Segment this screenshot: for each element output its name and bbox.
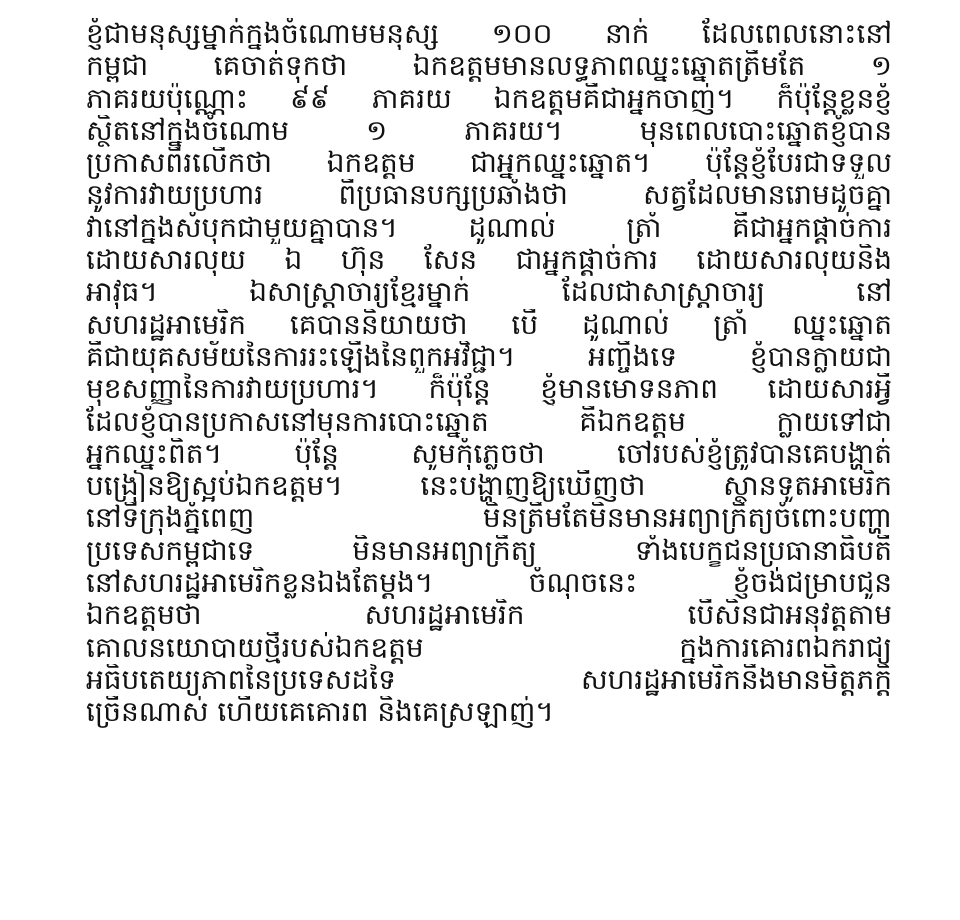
text-line-7: វានៅក្នុងសំបុកជាមួយគ្នាបាន។ ដូណាល់ ត្រាំ គឺជាអ្នកផ្តាច់ការ <box>86 211 892 244</box>
text-line-10: សហរដ្ឋអាមេរិក គេបាននិយាយថា បើ ដូណាល់ ត្រាំ ឈ្នះឆ្នោត <box>86 308 892 341</box>
text-line-5: ប្រកាសពីរលើកថា ឯកឧត្តម ជាអ្នកឈ្នះឆ្នោត។ ប៉ុន្តែខ្ញុំបែរជាទទួល <box>86 147 892 180</box>
text-line-8: ដោយសារលុយ ឯ ហ៊ុន សែន ជាអ្នកផ្តាច់ការ ដោយសារលុយនិង <box>86 244 892 277</box>
text-line-22: ច្រើនណាស់ ហើយគេគោរព និងគេស្រឡាញ់។ <box>86 696 554 729</box>
document-body <box>86 18 892 908</box>
text-line-16: នៅទីក្រុងភ្នំពេញ មិនត្រឹមតែមិនមានអព្យាក្រឹត្យចំពោះបញ្ហា <box>86 502 892 535</box>
text-line-21: អធិបតេយ្យភាពនៃប្រទេសដទៃ សហរដ្ឋអាមេរិកនឹងមានមិត្តភក្តិ <box>86 663 892 696</box>
text-line-12: មុខសញ្ញានៃការវាយប្រហារ។ ក៏ប៉ុន្តែ ខ្ញុំមានមោទនភាព ដោយសារអ្វី <box>86 373 892 406</box>
text-line-2: កម្ពុជា គេចាត់ទុកថា ឯកឧត្តមមានលទ្ធភាពឈ្នះឆ្នោតត្រឹមតែ ១ <box>86 50 892 83</box>
text-line-4: ស្ថិតនៅក្នុងចំណោម ១ ភាគរយ។ មុនពេលបោះឆ្នោតខ្ញុំបាន <box>86 114 892 147</box>
text-line-6: នូវការវាយប្រហារ ពីប្រធានបក្សប្រឆាំងថា សត្វដែលមានរោមដូចគ្នា <box>86 179 892 212</box>
text-line-20: គោលនយោបាយថ្មីរបស់ឯកឧត្តម ក្នុងការគោរពឯករាជ្យ <box>86 631 892 664</box>
text-line-9: អាវុធ។ ឯសាស្ត្រាចារ្យខ្មែរម្នាក់ ដែលជាសាស្ត្រាចារ្យ នៅ <box>86 276 892 309</box>
text-line-17: ប្រទេសកម្ពុជាទេ មិនមានអព្យាក្រឹត្យ ទាំងបេក្ខជនប្រធានាធិបតី <box>86 534 892 567</box>
text-line-3: ភាគរយប៉ុណ្ណោះ ៩៩ ភាគរយ ឯកឧត្តមគឺជាអ្នកចាញ់។ ក៏ប៉ុន្តែខ្លួនខ្ញុំ <box>86 82 892 115</box>
text-line-13: ដែលខ្ញុំបានប្រកាសនៅមុនការបោះឆ្នោត គឺឯកឧត្តម ក្លាយទៅជា <box>86 405 892 438</box>
text-line-18: នៅសហរដ្ឋអាមេរិកខ្លួនឯងតែម្តង។ ចំណុចនេះ ខ្ញុំចង់ជម្រាបជូន <box>86 567 892 600</box>
text-line-14: អ្នកឈ្នះពិត។ ប៉ុន្តែ សូមកុំភ្លេចថា ចៅរបស់ខ្ញុំត្រូវបានគេបង្ហាត់ <box>86 437 892 470</box>
text-line-19: ឯកឧត្តមថា សហរដ្ឋអាមេរិក បើសិនជាអនុវត្តតាម <box>86 599 892 632</box>
text-line-1: ខ្ញុំជាមនុស្សម្នាក់ក្នុងចំណោមមនុស្ស ១០០ នាក់ ដែលពេលនោះនៅ <box>86 18 892 50</box>
text-line-15: បង្រៀនឱ្យស្អប់ឯកឧត្តម។ នេះបង្ហាញឱ្យឃើញថា ស្ថានទូតអាមេរិក <box>86 470 892 503</box>
text-line-11: គឺជាយុគសម័យនៃការរះឡើងនៃពួកអវិជ្ជា។ អញ្ចឹងទេ ខ្ញុំបានក្លាយជា <box>86 340 892 373</box>
